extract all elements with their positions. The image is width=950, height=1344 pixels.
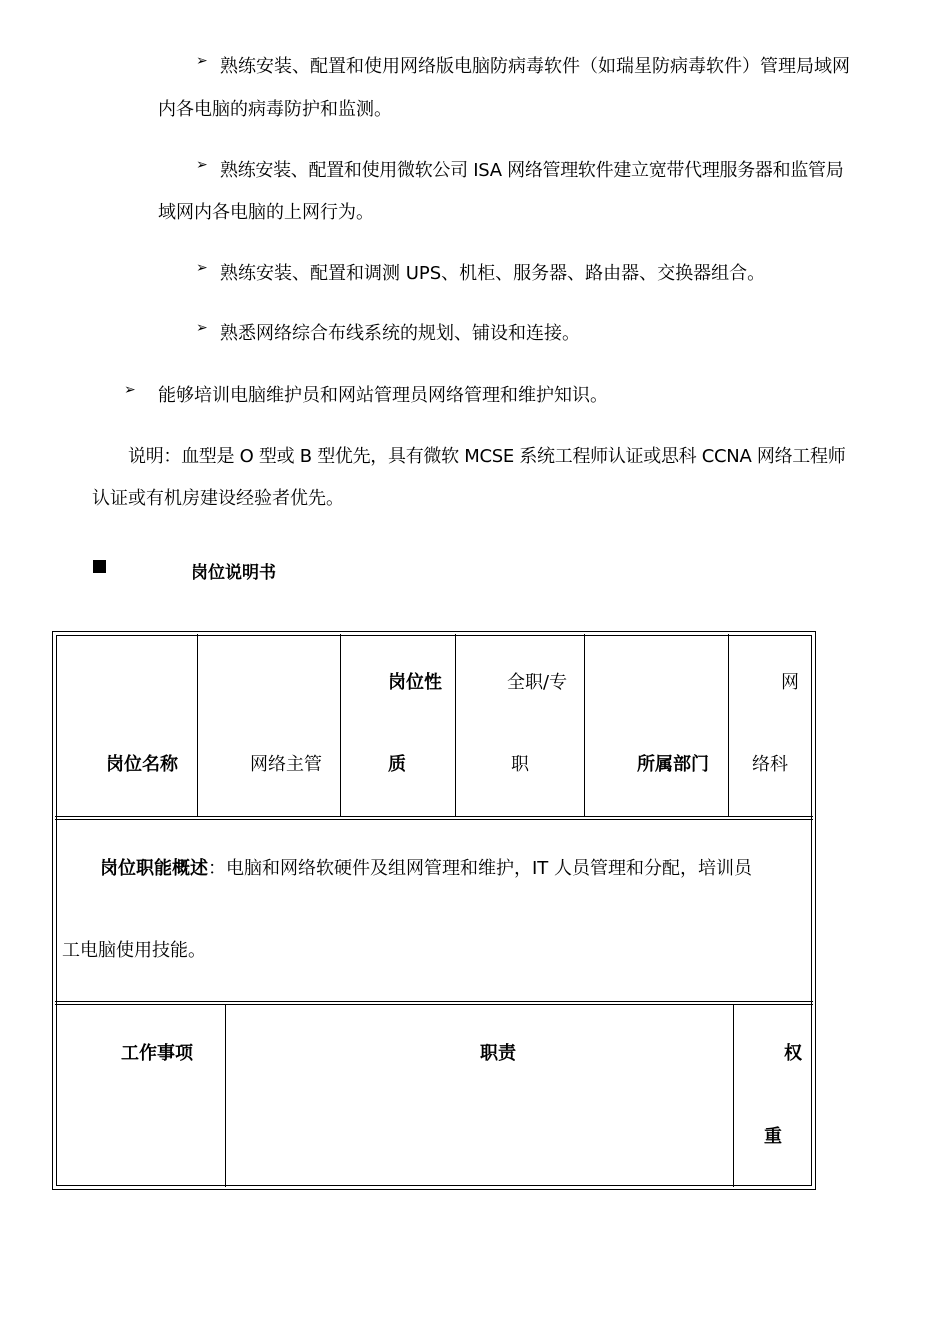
table-divider: [340, 634, 341, 817]
column-header-weight-line1: 权: [784, 1043, 802, 1064]
bullet-arrow-icon: ➢: [196, 260, 208, 276]
bullet-arrow-icon: ➢: [196, 53, 208, 69]
bullet-arrow-icon: ➢: [196, 157, 208, 173]
skill-text-line1: 熟练安装、配置和使用网络版电脑防病毒软件（如瑞星防病毒软件）管理局域网: [220, 56, 850, 77]
position-name-label: 岗位名称: [106, 754, 178, 775]
table-divider: [225, 1004, 226, 1187]
summary-label: 岗位职能概述: [100, 858, 208, 879]
table-divider: [455, 634, 456, 817]
column-header-weight-line2: 重: [764, 1126, 782, 1147]
skill-text-line1: 熟悉网络综合布线系统的规划、铺设和连接。: [220, 323, 580, 344]
nature-label-line2: 质: [388, 754, 406, 775]
table-divider: [55, 819, 813, 820]
skill-text-line2: 内各电脑的病毒防护和监测。: [158, 99, 392, 120]
table-divider: [55, 816, 813, 817]
position-name-value: 网络主管: [250, 754, 322, 775]
department-value-line2: 络科: [752, 754, 788, 775]
bullet-arrow-icon: ➢: [124, 382, 136, 398]
department-label: 所属部门: [637, 754, 709, 775]
black-square-icon: [93, 560, 106, 573]
table-divider: [55, 1004, 813, 1005]
table-divider: [55, 1001, 813, 1002]
nature-value-line1: 全职/专: [507, 672, 568, 693]
nature-value-line2: 职: [511, 754, 529, 775]
note-line2: 认证或有机房建设经验者优先。: [92, 488, 344, 509]
nature-label-line1: 岗位性: [388, 672, 442, 693]
skill-text-line1: 熟练安装、配置和使用微软公司 ISA 网络管理软件建立宽带代理服务器和监管局: [220, 160, 844, 181]
department-value-line1: 网: [781, 672, 799, 693]
column-header-work-item: 工作事项: [121, 1043, 193, 1064]
table-divider: [728, 634, 729, 817]
skill-text-line1: 熟练安装、配置和调测 UPS、机柜、服务器、路由器、交换器组合。: [220, 263, 766, 284]
table-divider: [733, 1004, 734, 1187]
skill-text-line2: 域网内各电脑的上网行为。: [158, 202, 374, 223]
table-divider: [197, 634, 198, 817]
summary-text-line2: 工电脑使用技能。: [62, 940, 206, 961]
job-description-table: [52, 631, 816, 1190]
table-inner-border: [56, 635, 812, 1186]
table-divider: [584, 634, 585, 817]
column-header-duty: 职责: [480, 1043, 516, 1064]
section-title: 岗位说明书: [191, 563, 276, 583]
note-line1: 说明：血型是 O 型或 B 型优先，具有微软 MCSE 系统工程师认证或思科 CCNA 网络工程师: [128, 446, 846, 467]
bullet-arrow-icon: ➢: [196, 320, 208, 336]
summary-text-line1: ：电脑和网络软硬件及组网管理和维护，IT 人员管理和分配，培训员: [208, 858, 753, 879]
training-text: 能够培训电脑维护员和网站管理员网络管理和维护知识。: [158, 385, 608, 406]
